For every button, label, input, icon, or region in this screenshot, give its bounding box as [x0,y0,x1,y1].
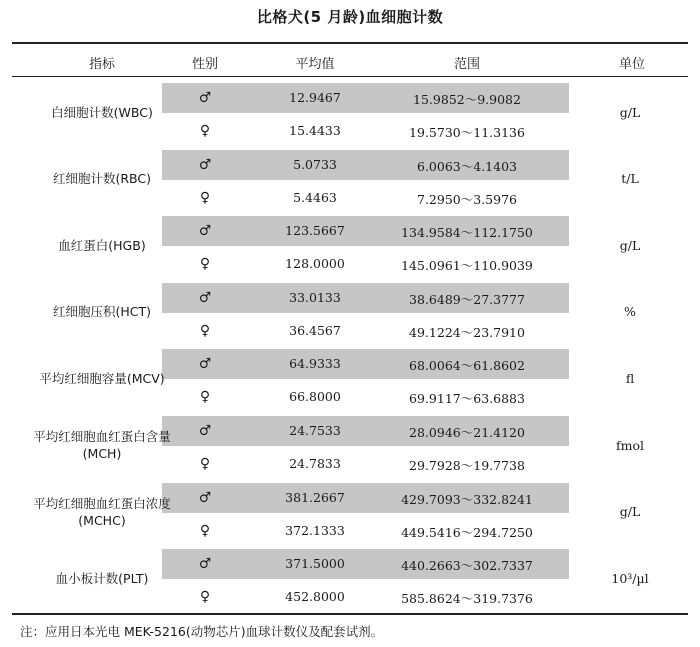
female-range: 585.8624～319.7376 [401,591,533,607]
female-mean: 128.0000 [285,256,345,272]
female-range: 7.2950～3.5976 [417,191,517,207]
male-symbol: ♂ [198,223,212,240]
female-range: 49.1224～23.7910 [409,324,525,340]
unit-cell: fmol [615,437,644,453]
indicator-label: 血小板计数(PLT) [55,570,149,586]
female-mean: 66.8000 [289,389,341,405]
female-mean: 5.4463 [293,189,337,205]
female-symbol: ♀ [199,589,211,606]
female-mean: 372.1333 [285,522,345,538]
unit-cell: % [624,304,636,320]
unit-cell: t/L [621,171,639,187]
female-symbol: ♀ [199,123,211,139]
indicator-cell [12,79,192,145]
table-row-group [12,479,688,545]
indicator-cell [12,545,192,611]
female-range: 449.5416～294.7250 [401,524,533,540]
header-indicator: 指标 [88,57,115,72]
male-range: 429.7093～332.8241 [401,491,533,507]
male-symbol: ♂ [198,489,212,506]
table-row-group [12,345,688,411]
indicator-label: 红细胞计数(RBC) [52,171,152,187]
indicator-label: 白细胞计数(WBC) [51,104,153,120]
male-range: 68.0064～61.8602 [409,358,525,374]
indicator-cell [12,146,192,212]
unit-cell: g/L [619,104,641,120]
table-title: 比格犬(5 月龄)血细胞计数 [256,8,444,26]
bottom-rule [12,613,688,615]
table-row-group [12,545,688,611]
header-range: 范围 [453,57,480,72]
unit-cell: g/L [619,237,641,253]
male-mean: 381.2667 [285,489,345,505]
indicator-label: 红细胞压积(HCT) [52,304,152,320]
male-symbol: ♂ [198,356,212,373]
male-mean: 123.5667 [285,223,345,239]
female-symbol: ♀ [199,189,211,206]
male-mean: 371.5000 [285,556,345,572]
header-rule [12,76,688,77]
male-range: 15.9852～9.9082 [413,92,521,107]
unit-cell: g/L [619,504,641,520]
unit-cell: 10³/µl [611,570,649,586]
header-mean: 平均值 [295,57,335,72]
female-range: 19.5730～11.3136 [409,125,525,140]
table-row-group [12,146,688,212]
indicator-label: 平均红细胞血红蛋白含量(MCH) [33,429,171,461]
table-row-group [12,79,688,145]
header-unit: 单位 [618,57,645,72]
female-symbol: ♀ [199,522,211,539]
female-range: 29.7928～19.7738 [409,458,525,473]
male-mean: 12.9467 [289,90,341,105]
indicator-label: 平均红细胞容量(MCV) [39,370,165,386]
male-mean: 33.0133 [289,289,341,305]
indicator-cell [12,279,192,345]
female-mean: 452.8000 [285,589,345,605]
female-mean: 15.4433 [289,123,341,138]
male-range: 440.2663～302.7337 [401,558,533,574]
table-row-group [12,212,688,278]
male-range: 28.0946～21.4120 [409,425,525,440]
indicator-label: 血红蛋白(HGB) [58,237,146,253]
female-range: 69.9117～63.6883 [409,391,525,407]
male-range: 6.0063～4.1403 [417,158,517,174]
indicator-cell [12,212,192,278]
header-sex: 性别 [191,57,218,72]
female-symbol: ♀ [199,322,211,339]
female-symbol: ♀ [199,256,211,273]
male-range: 134.9584～112.1750 [401,225,533,241]
male-mean: 64.9333 [289,356,341,372]
table-row-group [12,412,688,478]
indicator-cell [12,479,192,545]
table-row-group [12,279,688,345]
male-symbol: ♂ [198,156,212,173]
male-symbol: ♂ [198,556,212,573]
female-mean: 24.7833 [289,456,341,471]
unit-cell: fl [625,370,635,386]
indicator-label: 平均红细胞血红蛋白浓度(MCHC) [33,495,171,528]
female-mean: 36.4567 [289,322,341,338]
table-note: 注：应用日本光电 MEK-5216(动物芯片)血球计数仪及配套试剂。 [20,624,384,639]
female-symbol: ♀ [199,456,211,472]
male-mean: 5.0733 [293,156,337,172]
female-range: 145.0961～110.9039 [401,258,533,274]
male-symbol: ♂ [198,90,212,106]
indicator-cell [12,412,192,478]
male-range: 38.6489～27.3777 [409,291,525,307]
male-symbol: ♂ [198,423,212,439]
indicator-cell [12,345,192,411]
table-header [12,44,688,76]
male-symbol: ♂ [198,289,212,306]
male-mean: 24.7533 [289,423,341,438]
female-symbol: ♀ [199,389,211,406]
